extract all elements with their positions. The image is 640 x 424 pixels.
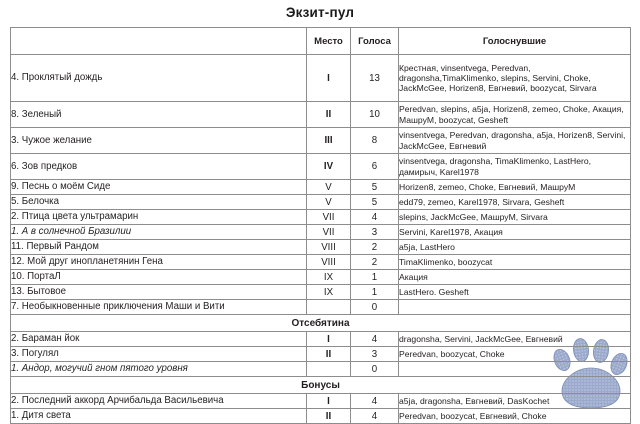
page-title: Экзит-пул — [285, 5, 355, 20]
entry-votes: 4 — [351, 409, 399, 424]
table-row — [11, 285, 631, 300]
entry-votes: 2 — [351, 240, 399, 255]
table-row — [11, 180, 631, 195]
table-row — [11, 255, 631, 270]
entry-votes: 4 — [351, 332, 399, 347]
column-header-voters: Голоснувшие — [399, 28, 631, 55]
entry-title: 8. Зеленый — [11, 102, 307, 128]
entry-place: III — [307, 128, 351, 154]
entry-voters — [399, 362, 631, 377]
entry-votes: 2 — [351, 255, 399, 270]
entry-title: 11. Первый Рандом — [11, 240, 307, 255]
entry-votes: 1 — [351, 270, 399, 285]
entry-title: 1. Дитя света — [11, 409, 307, 424]
column-header-place: Место — [307, 28, 351, 55]
entry-voters: TimaKlimenko, boozycat — [399, 255, 631, 270]
entry-votes: 10 — [351, 102, 399, 128]
entry-votes: 4 — [351, 394, 399, 409]
column-header-title — [11, 28, 307, 55]
entry-place: VII — [307, 210, 351, 225]
entry-title: 3. Чужое желание — [11, 128, 307, 154]
entry-place: IX — [307, 270, 351, 285]
table-header — [11, 28, 631, 55]
entry-voters: Peredvan, boozycat, Евгневий, Choke — [399, 409, 631, 424]
entry-place: II — [307, 102, 351, 128]
entry-place: V — [307, 180, 351, 195]
entry-place: VIII — [307, 255, 351, 270]
entry-votes: 5 — [351, 195, 399, 210]
entry-title: 2. Последний аккорд Арчибальда Васильевича — [11, 394, 307, 409]
entry-voters: Servini, Karel1978, Акация — [399, 225, 631, 240]
entry-voters: a5ja, LastHero — [399, 240, 631, 255]
entry-title: 4. Проклятый дождь — [11, 55, 307, 102]
table-row — [11, 409, 631, 424]
entry-voters: Крестная, vinsentvega, Peredvan, dragonsha,TimaKlimenko, slepins, Servini, Choke, JackMcGee, Horizen8, Евгневий, boozycat, Sirvara — [399, 55, 631, 102]
entry-title: 2. Птица цвета ультрамарин — [11, 210, 307, 225]
entry-votes: 8 — [351, 128, 399, 154]
table-row — [11, 270, 631, 285]
table-row — [11, 332, 631, 347]
table-row — [11, 300, 631, 315]
entry-voters: dragonsha, Servini, JackMcGee, Евгневий — [399, 332, 631, 347]
header-row — [11, 28, 631, 55]
entry-title: 9. Песнь о моём Сиде — [11, 180, 307, 195]
entry-votes: 4 — [351, 210, 399, 225]
table-row — [11, 210, 631, 225]
entry-place: VIII — [307, 240, 351, 255]
entry-votes: 0 — [351, 362, 399, 377]
entry-title: 12. Мой друг инопланетянин Гена — [11, 255, 307, 270]
entry-votes: 6 — [351, 154, 399, 180]
column-header-votes: Голоса — [351, 28, 399, 55]
entry-votes: 0 — [351, 300, 399, 315]
table-row — [11, 225, 631, 240]
table-row — [11, 195, 631, 210]
table-row — [11, 347, 631, 362]
entry-place: V — [307, 195, 351, 210]
entry-place: II — [307, 409, 351, 424]
table-row — [11, 55, 631, 102]
entry-voters: LastHero. Gesheft — [399, 285, 631, 300]
exit-poll-table-container — [10, 27, 630, 424]
entry-votes: 5 — [351, 180, 399, 195]
entry-place: I — [307, 394, 351, 409]
entry-place — [307, 300, 351, 315]
entry-title: 3. Погулял — [11, 347, 307, 362]
entry-title: 1. Андор, могучий гном пятого уровня — [11, 362, 307, 377]
entry-voters: vinsentvega, Peredvan, dragonsha, a5ja, Horizen8, Servini, JackMcGee, Евгневий — [399, 128, 631, 154]
entry-voters — [399, 300, 631, 315]
entry-title: 7. Необыкновенные приключения Маши и Вити — [11, 300, 307, 315]
table-row — [11, 394, 631, 409]
entry-voters: Horizen8, zemeo, Choke, Евгневий, МашруМ — [399, 180, 631, 195]
table-body — [11, 55, 631, 424]
entry-place: IV — [307, 154, 351, 180]
section-header-row — [11, 315, 631, 332]
entry-voters: edd79, zemeo, Karel1978, Sirvara, Gesheft — [399, 195, 631, 210]
entry-voters: slepins, JackMcGee, МашруМ, Sirvara — [399, 210, 631, 225]
entry-title: 6. Зов предков — [11, 154, 307, 180]
table-row — [11, 240, 631, 255]
section-header-label: Отсебятина — [11, 315, 631, 332]
entry-title: 10. ПортаЛ — [11, 270, 307, 285]
entry-title: 2. Бараман йок — [11, 332, 307, 347]
entry-title: 13. Бытовое — [11, 285, 307, 300]
entry-place: II — [307, 347, 351, 362]
entry-votes: 3 — [351, 225, 399, 240]
table-row — [11, 154, 631, 180]
entry-place — [307, 362, 351, 377]
table-row — [11, 362, 631, 377]
section-header-row — [11, 377, 631, 394]
entry-voters: Акация — [399, 270, 631, 285]
exit-poll-table — [10, 27, 631, 424]
entry-voters: Peredvan, slepins, a5ja, Horizen8, zemeo, Choke, Акация, МашруМ, boozycat, Gesheft — [399, 102, 631, 128]
entry-voters: a5ja, dragonsha, Евгневий, DasKochet — [399, 394, 631, 409]
entry-place: VII — [307, 225, 351, 240]
entry-title: 5. Белочка — [11, 195, 307, 210]
entry-voters: Peredvan, boozycat, Choke — [399, 347, 631, 362]
entry-votes: 13 — [351, 55, 399, 102]
entry-voters: vinsentvega, dragonsha, TimaKlimenko, LastHero, дамирыч, Karel1978 — [399, 154, 631, 180]
entry-title: 1. А в солнечной Бразилии — [11, 225, 307, 240]
entry-votes: 1 — [351, 285, 399, 300]
entry-place: I — [307, 55, 351, 102]
table-row — [11, 102, 631, 128]
section-header-label: Бонусы — [11, 377, 631, 394]
entry-votes: 3 — [351, 347, 399, 362]
entry-place: IX — [307, 285, 351, 300]
table-row — [11, 128, 631, 154]
entry-place: I — [307, 332, 351, 347]
